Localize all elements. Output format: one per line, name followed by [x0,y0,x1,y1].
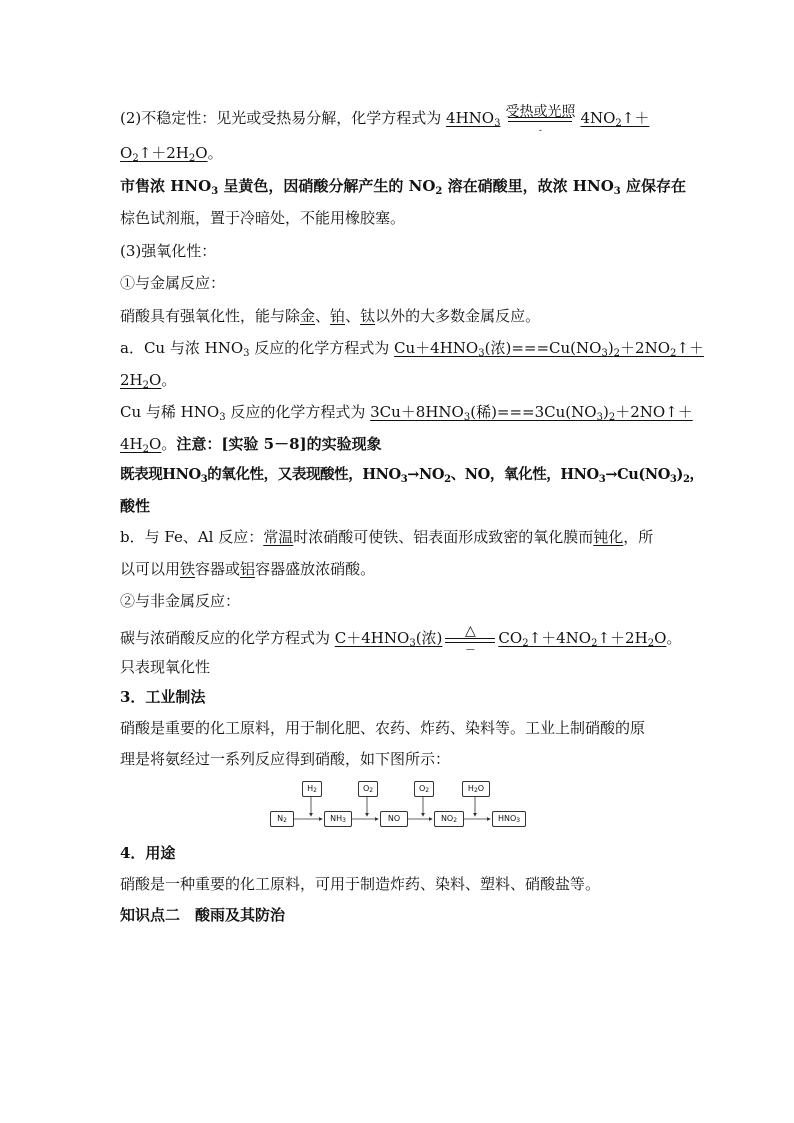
instability-line-1 [120,103,676,136]
species-hno3-box: $HNO_3$ [492,811,526,827]
instability-lead: (2)不稳定性：见光或受热易分解，化学方程式为 [120,109,447,127]
dual-role-line-2: 酸性 [120,497,151,515]
cu-dilute-line-2: $4H_2O$。注意：[实验 5－8]的实验现象 [120,435,382,455]
cu-dilute-equation: $3Cu+8HNO_3$(稀)$===3Cu(NO_3)_2+2NO↑+$ [370,403,693,423]
nonmetal-reaction-heading: ②与非金属反应： [120,592,241,610]
reagent-o2-box-2: $O_2$ [414,781,434,797]
passivation-line-2: 以可以用铁容器或铝容器盛放浓硝酸。 [120,560,376,578]
carbon-equation: $C+4HNO_3$(浓) [334,629,443,649]
cu-dilute-line-1: Cu 与稀 $HNO_3$ 反应的化学方程式为 $3Cu+8HNO_3$(稀)$===3Cu(NO_3)_2+2NO↑+$ [120,403,693,423]
decomp-equation-part2: $O_2↑+2H_2O$ [120,144,208,164]
species-no2-box: $NO_2$ [434,811,464,827]
condition-label: 受热或光照 [505,103,576,120]
section-3-heading: 3．工业制法 [120,688,206,706]
cu-conc-line-1: a．Cu 与浓 $HNO_3$ 反应的化学方程式为 $Cu+4HNO_3$(浓)$===Cu(NO_3)_2+2NO_2↑+$ [120,339,704,359]
decomp-equation-part1: $4HNO_3$ 受热或光照 - $4NO_2↑+$ [446,103,650,136]
metal-reaction-desc: 硝酸具有强氧化性，能与除金、铂、钛以外的大多数金属反应。 [120,307,541,325]
cu-conc-line-2: $2H_2O$。 [120,371,177,391]
storage-note-line-1: 市售浓 $HNO_3$ 呈黄色，因硝酸分解产生的 $NO_2$ 溶在硝酸里，故浓 $HNO_3$ 应保存在 [120,177,686,197]
cu-conc-equation: $Cu+4HNO_3$(浓)$===Cu(NO_3)_2+2NO_2↑+$ [394,339,704,359]
oxidation-only-note: 只表现氧化性 [120,658,211,676]
species-no-box: NO [380,811,408,827]
dual-role-line-1: 既表现$HNO_3$的氧化性，又表现酸性，$HNO_3\to NO_2$、NO，氧化性，$HNO_3\to Cu(NO_3)_2$， [120,466,704,485]
section-4-heading: 4．用途 [120,844,176,862]
knowledge-point-2-heading: 知识点二 酸雨及其防治 [120,906,286,924]
species-n2-box: $N_2$ [270,811,294,827]
strong-oxidation-heading: (3)强氧化性： [120,242,217,260]
condition-arrow: 受热或光照 - [500,117,580,122]
reagent-h2o-box: $H_2O$ [462,781,490,797]
carbon-reaction-line: 碳与浓硝酸反应的化学方程式为 $C+4HNO_3$(浓) △ — $CO_2↑+4NO_2↑+2H_2O$。 [120,622,682,655]
species-nh3-box: $NH_3$ [324,811,352,827]
industrial-desc-line-2: 理是将氨经过一系列反应得到硝酸，如下图所示： [120,750,451,768]
passivation-line-1: b．与 Fe、Al 反应：常温时浓硝酸可使铁、铝表面形成致密的氧化膜而钝化，所 [120,528,654,546]
uses-desc: 硝酸是一种重要的化工原料，可用于制造炸药、染料、塑料、硝酸盐等。 [120,875,601,893]
heat-arrow: △ — [445,636,495,643]
reagent-o2-box-1: $O_2$ [358,781,378,797]
storage-note-line-2: 棕色试剂瓶，置于冷暗处，不能用橡胶塞。 [120,209,406,227]
industrial-desc-line-1: 硝酸是重要的化工原料，用于制化肥、农药、炸药、染料等。工业上制硝酸的原 [120,719,646,737]
instability-line-2: $O_2↑+2H_2O$。 [120,144,223,164]
reagent-h2-box: $H_2$ [302,781,322,797]
heat-symbol: △ [465,622,476,639]
experiment-note: 注意：[实验 5－8]的实验现象 [176,435,382,453]
nitric-acid-flow-diagram [268,780,528,830]
metal-reaction-heading: ①与金属反应： [120,274,226,292]
